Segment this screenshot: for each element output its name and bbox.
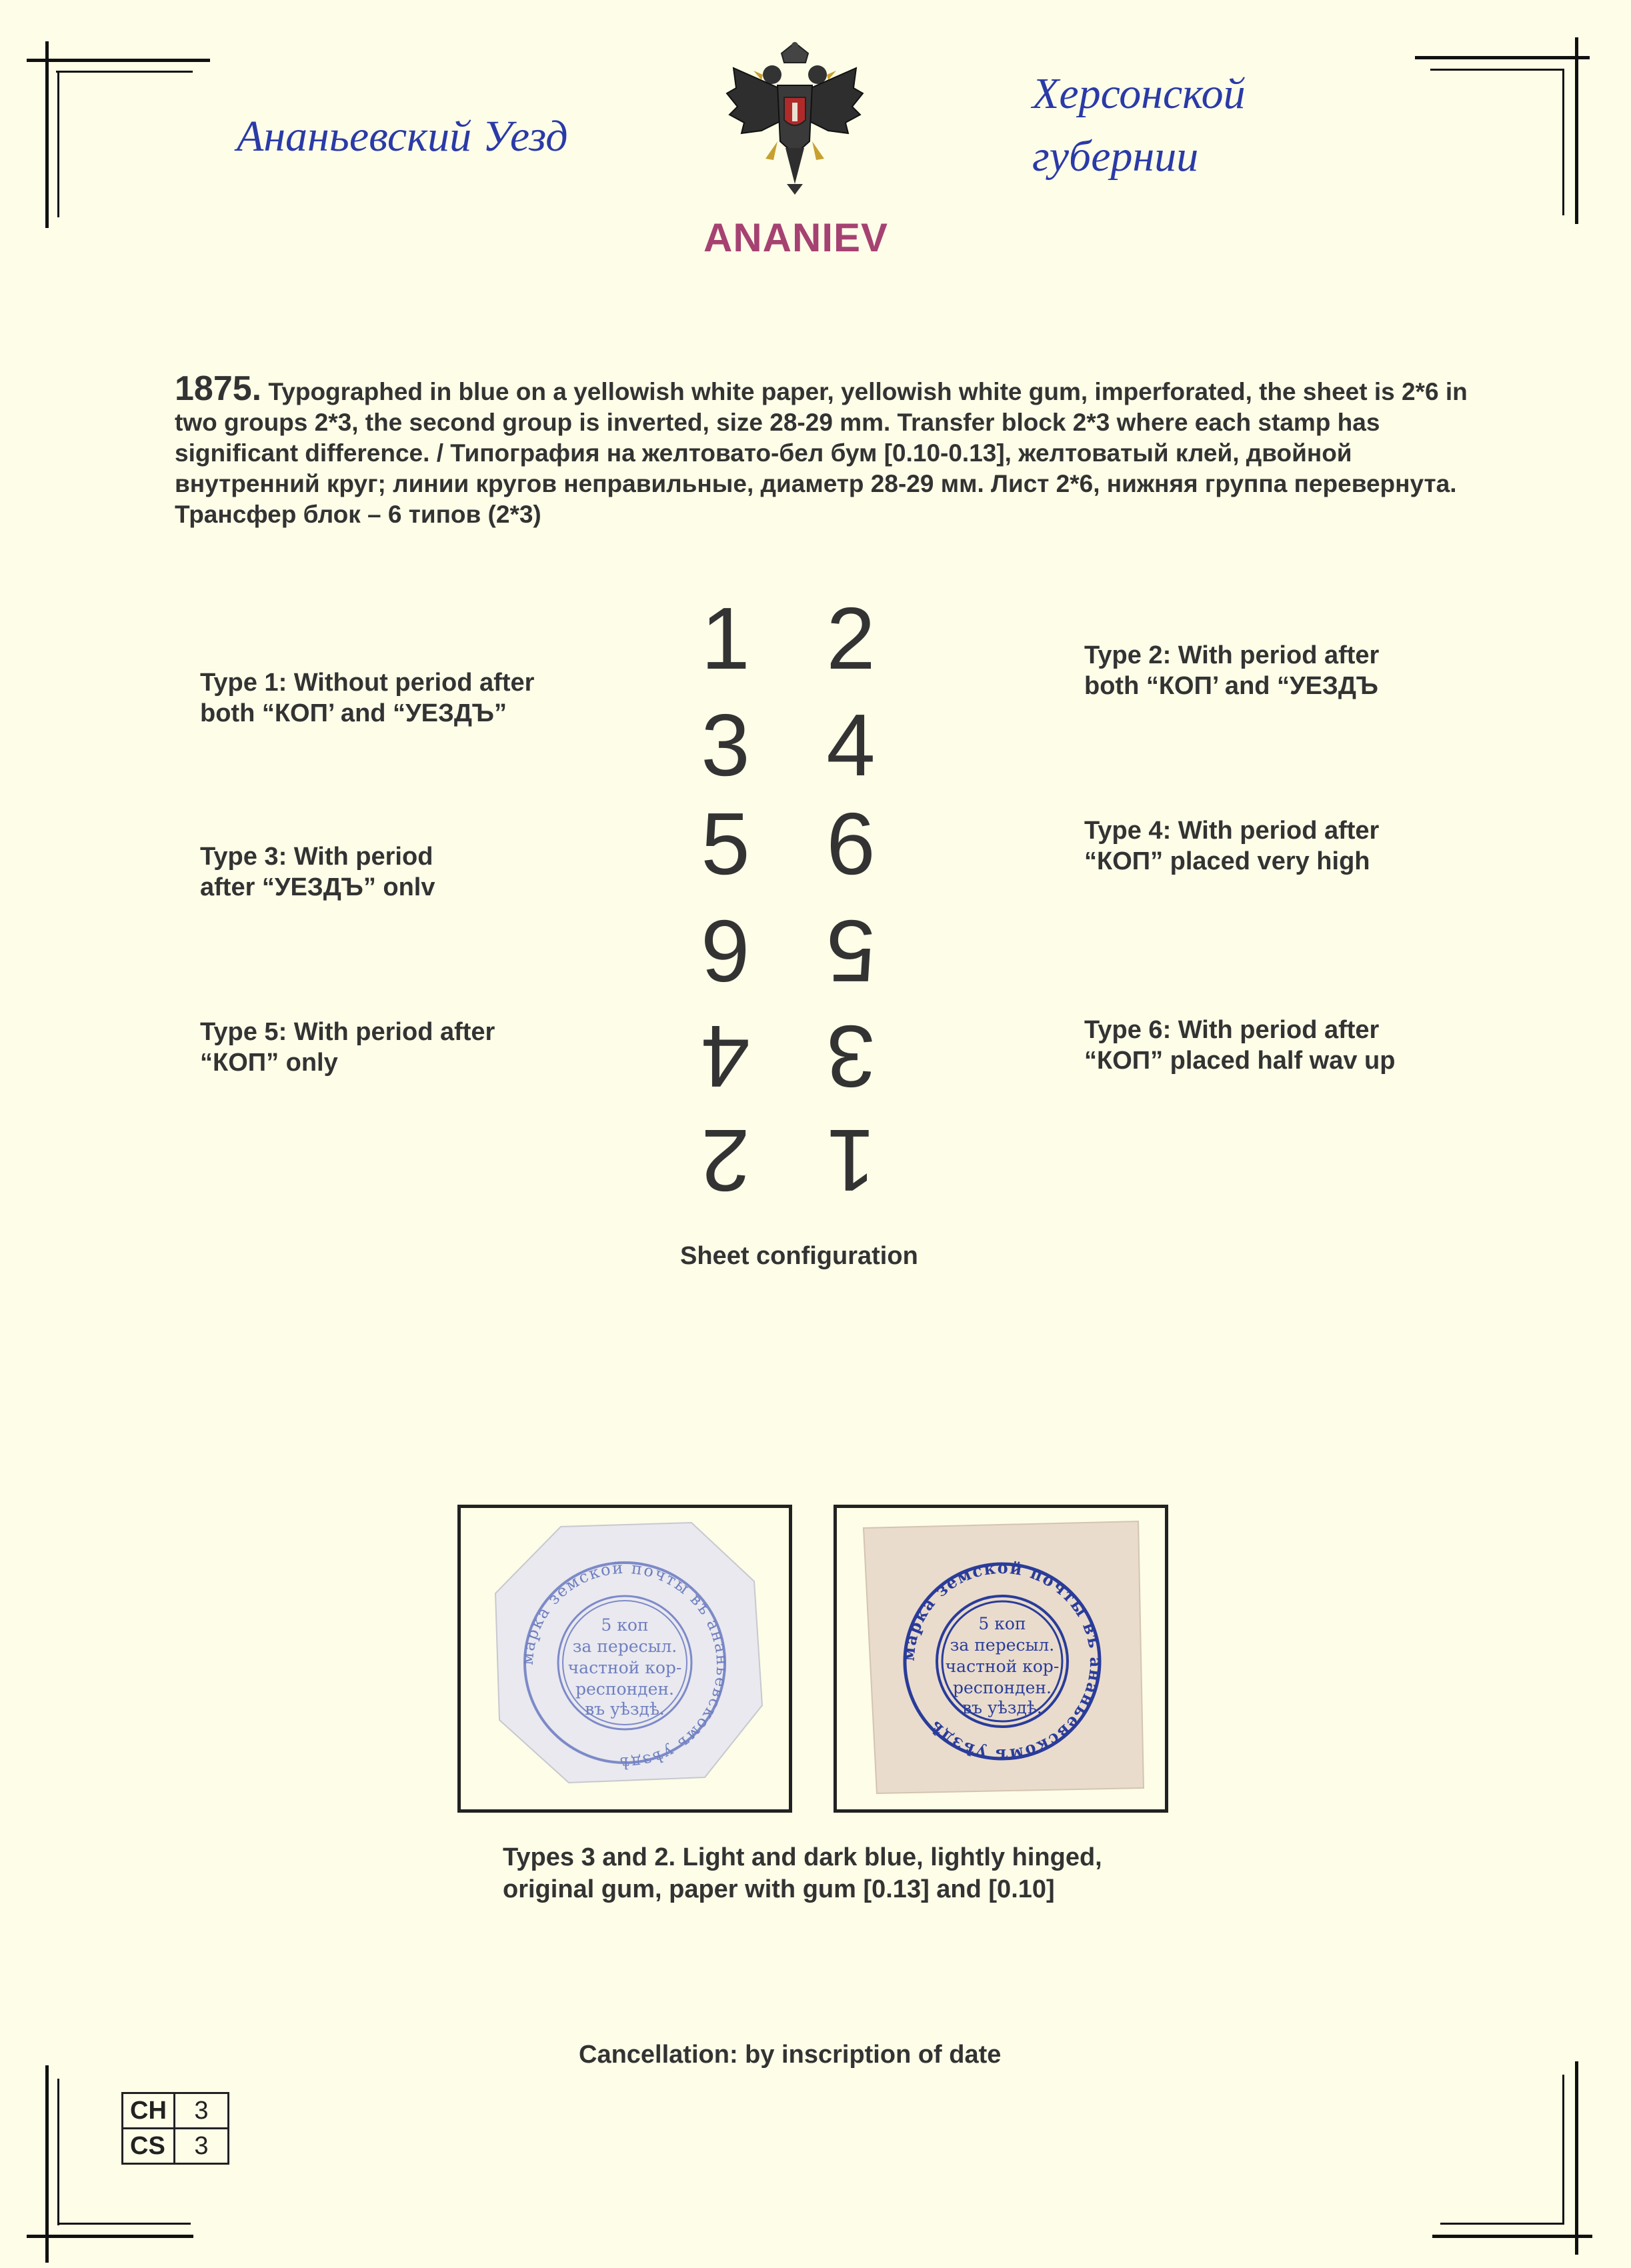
svg-text:въ уѣздѣ.: въ уѣздѣ. [962, 1698, 1042, 1717]
sheet-cell: 1 [701, 589, 750, 687]
rarity-value: 3 [174, 2129, 228, 2164]
province-script-line2: губернии [1032, 132, 1199, 181]
type3-description: Type 3: With period after “УЕЗДЪ” onlv [200, 843, 435, 901]
sheet-cell: 3 [701, 696, 750, 794]
sheet-cell: 6 [826, 795, 876, 893]
district-script-title: Ананьевский Уезд [237, 112, 568, 161]
rarity-table [121, 2092, 229, 2165]
sheet-cell: 4 [826, 696, 876, 794]
intro-paragraph [175, 369, 1468, 530]
svg-text:въ уѣздѣ.: въ уѣздѣ. [585, 1699, 665, 1719]
stamp-image-type2 [837, 1508, 1165, 1809]
intro-text: Typographed in blue on a yellowish white paper, yellowish white gum, imperforated, the sheet is 2*6 in two groups 2*3, the second group is inverted, size 28-29 mm. Transfer block 2*3 where each stamp has significant difference. / Типография на желтовато-бел бум [0.10-0.13], желтоватый клей, двойной внутренний круг; линии кругов неправильные, диаметр 28-29 мм. Лист 2*6, нижняя группа перевернута. Трансфер блок – 6 типов (2*3) [175, 378, 1468, 528]
province-script-line1: Херсонской [1032, 69, 1246, 118]
type5-description: Type 5: With period after “КОП” only [200, 1018, 495, 1077]
svg-text:за пересыл.: за пересыл. [950, 1635, 1055, 1655]
cancellation-note: Cancellation: by inscription of date [579, 2041, 1002, 2069]
rarity-label: CH [123, 2093, 175, 2129]
type4-description: Type 4: With period after “КОП” placed very high [1084, 817, 1380, 875]
svg-text:5 коп: 5 коп [601, 1615, 649, 1635]
svg-text:марка земской почты въ ананьев: марка земской почты въ ананьевскомъ уѣздѣ [517, 1558, 732, 1773]
sheet-cell-inverted: 5 [826, 902, 876, 1000]
type1-description: Type 1: Without period after both “КОП’ and “УЕЗДЪ” [200, 669, 535, 727]
sheet-cell: 2 [826, 589, 876, 687]
table-row [123, 2129, 229, 2164]
sheet-configuration-caption: Sheet configuration [680, 1242, 918, 1270]
rarity-value: 3 [174, 2093, 228, 2129]
table-row [123, 2093, 229, 2129]
stamps-caption-line1: Types 3 and 2. Light and dark blue, lightly hinged, [503, 1843, 1102, 1871]
svg-text:марка земской почты въ ананьев: марка земской почты въ ананьевскомъ уѣздѣ [898, 1557, 1106, 1765]
stamp-image-type3 [461, 1508, 789, 1809]
rarity-label: CS [123, 2129, 175, 2164]
sheet-cell-inverted: 2 [701, 1111, 750, 1209]
sheet-cell-inverted: 1 [826, 1111, 876, 1209]
svg-text:респонден.: респонден. [575, 1679, 674, 1699]
svg-text:за пересыл.: за пересыл. [572, 1637, 677, 1656]
sheet-cell-inverted: 6 [701, 902, 750, 1000]
type6-description: Type 6: With period after “КОП” placed half wav up [1084, 1016, 1396, 1075]
sheet-cell-inverted: 3 [826, 1007, 876, 1105]
svg-text:5 коп: 5 коп [978, 1614, 1026, 1633]
page-title: ANANIEV [703, 215, 889, 260]
svg-text:частной кор-: частной кор- [567, 1658, 682, 1677]
sheet-cell-inverted: 4 [701, 1007, 750, 1105]
stamps-caption-line2: original gum, paper with gum [0.13] and [0.10] [503, 1875, 1055, 1903]
sheet-cell: 5 [701, 795, 750, 893]
double-headed-eagle-icon [721, 41, 868, 196]
svg-text:частной кор-: частной кор- [945, 1657, 1060, 1676]
intro-year: 1875. [175, 369, 262, 408]
stamp-frame-type3 [457, 1505, 792, 1813]
stamp-frame-type2 [834, 1505, 1168, 1813]
type2-description: Type 2: With period after both “КОП’ and “УЕЗДЪ [1084, 641, 1380, 700]
svg-text:респонден.: респонден. [953, 1678, 1052, 1697]
